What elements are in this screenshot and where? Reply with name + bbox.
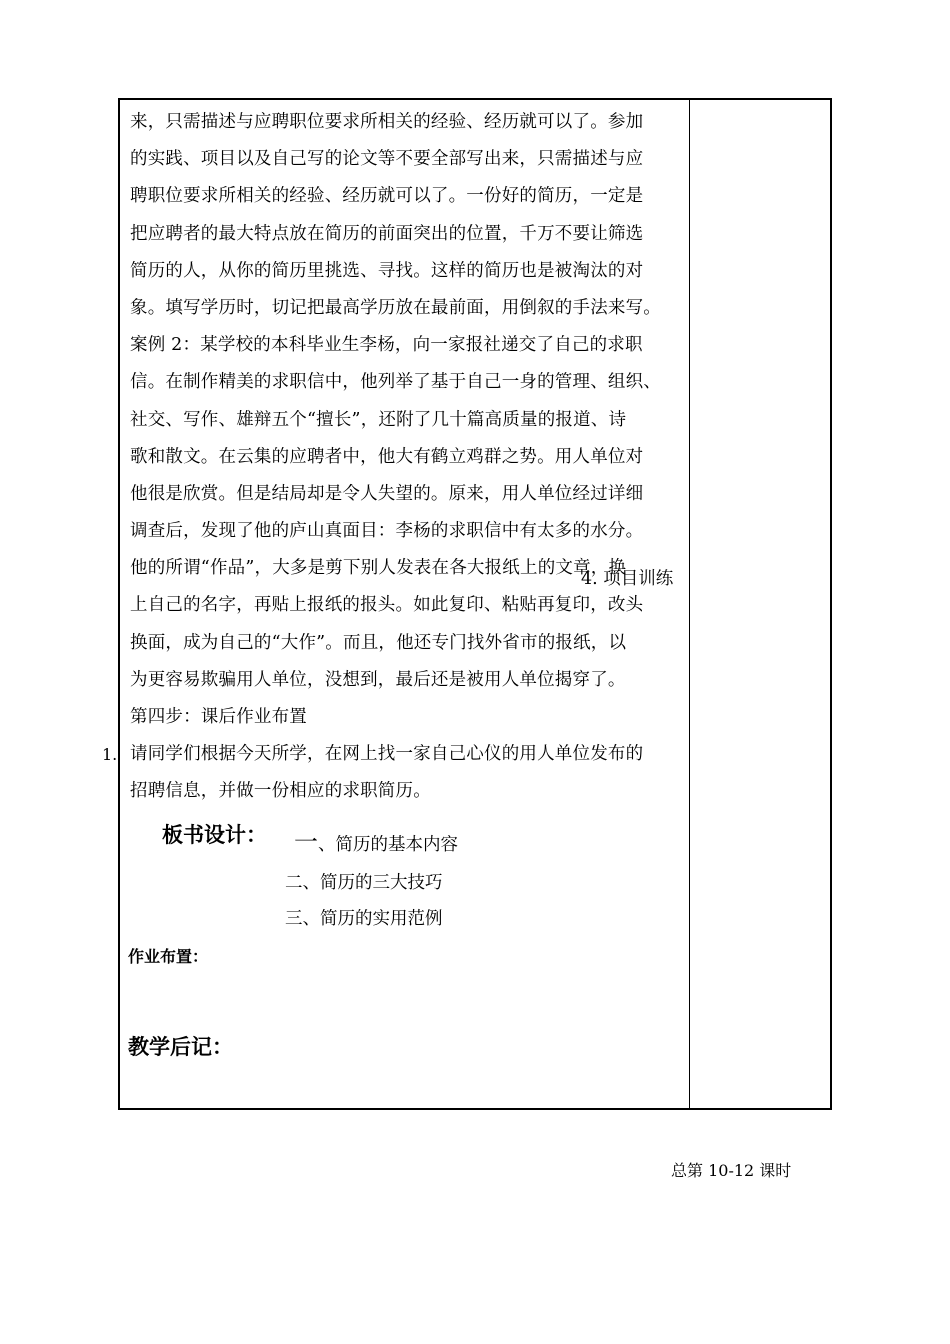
- board-item-basic-content: [294, 822, 458, 857]
- text-line: 调查后，发现了他的庐山真面目：李杨的求职信中有太多的水分。: [130, 521, 644, 542]
- text-line: 案例 2：某学校的本科毕业生李杨，向一家报社递交了自己的求职: [130, 335, 643, 356]
- text-line: 来，只需描述与应聘职位要求所相关的经验、经历就可以了。参加: [130, 112, 644, 132]
- footer-lesson-count: 总第 10-12 课时: [671, 1161, 792, 1180]
- lesson-table: [118, 98, 832, 1110]
- teaching-postscript-label: 教学后记：: [128, 1035, 233, 1059]
- board-item-text: 、简历的基本内容: [318, 835, 458, 855]
- text-line: 招聘信息，并做一份相应的求职简历。: [130, 781, 431, 802]
- column-divider: [689, 100, 690, 1108]
- side-note-project-training: 4. 项目训练: [581, 569, 674, 589]
- board-design-title: 板书设计：: [162, 823, 267, 847]
- text-line: 聘职位要求所相关的经验、经历就可以了。一份好的简历，一定是: [130, 186, 644, 207]
- text-line: 他的所谓“作品”，大多是剪下别人发表在各大报纸上的文章，换: [130, 558, 627, 579]
- homework-label: 作业布置：: [128, 947, 209, 966]
- text-line: 信。在制作精美的求职信中，他列举了基于自己一身的管理、组织、: [130, 372, 661, 393]
- board-item-numeral: 一: [294, 828, 318, 856]
- margin-list-number: 1.: [102, 745, 118, 764]
- lesson-content-cell: [130, 104, 682, 811]
- board-item-three-skills: 二、简历的三大技巧: [285, 873, 443, 893]
- text-line: 他很是欣赏。但是结局却是令人失望的。原来，用人单位经过详细: [130, 483, 644, 504]
- text-line: 歌和散文。在云集的应聘者中，他大有鹤立鸡群之势。用人单位对: [130, 446, 644, 467]
- text-line: 请同学们根据今天所学，在网上找一家自己心仪的用人单位发布的: [130, 744, 644, 765]
- text-line: 把应聘者的最大特点放在简历的前面突出的位置，千万不要让筛选: [130, 223, 644, 244]
- text-line: 换面，成为自己的“大作”。而且，他还专门找外省市的报纸，以: [130, 632, 627, 653]
- text-line: 象。填写学历时，切记把最高学历放在最前面，用倒叙的手法来写。: [130, 297, 661, 318]
- text-line: 为更容易欺骗用人单位，没想到，最后还是被用人单位揭穿了。: [130, 669, 626, 690]
- text-line: 简历的人，从你的简历里挑选、寻找。这样的简历也是被淘汰的对: [130, 260, 644, 281]
- text-line: 上自己的名字，再贴上报纸的报头。如此复印、粘贴再复印，改头: [130, 595, 644, 616]
- text-line: 的实践、项目以及自己写的论文等不要全部写出来，只需描述与应: [130, 149, 644, 170]
- step-heading: 第四步：课后作业布置: [130, 707, 307, 727]
- board-item-practical-examples: 三、简历的实用范例: [285, 909, 443, 929]
- text-line: 社交、写作、雄辩五个“擅长”，还附了几十篇高质量的报道、诗: [130, 409, 627, 430]
